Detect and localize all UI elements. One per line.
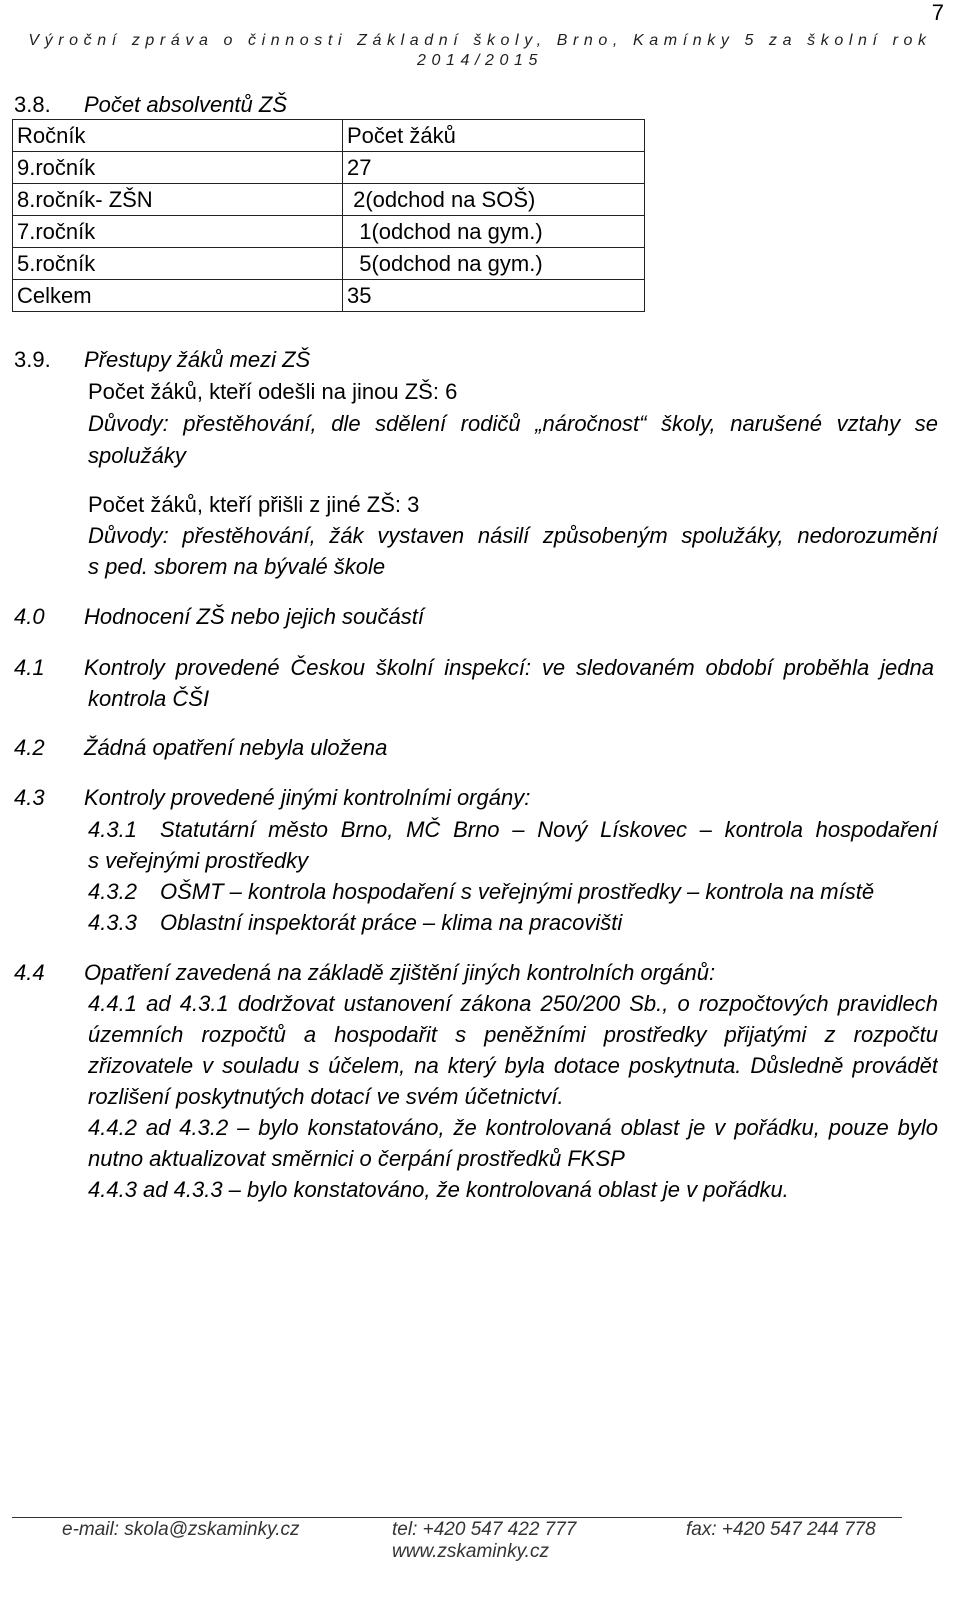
section-3-9-heading — [14, 344, 310, 375]
count-cell: 2(odchod na SOŠ) — [343, 184, 645, 216]
section-number: 4.0 — [14, 604, 45, 629]
students-left-reasons: Důvody: přestěhování, dle sdělení rodičů „náročnost“ školy, narušené vztahy se — [88, 411, 938, 436]
students-left-reasons-cont: spolužáky — [88, 443, 186, 468]
subsection-text: Statutární město Brno, MČ Brno – Nový Lískovec – kontrola hospodaření — [160, 817, 938, 842]
grade-cell: 9.ročník — [13, 152, 343, 184]
section-4-3-heading — [14, 782, 530, 813]
section-4-1-heading — [14, 652, 938, 683]
column-header-count: Počet žáků — [343, 120, 645, 152]
footer-divider — [12, 1517, 902, 1518]
footer-website: www.zskaminky.cz — [392, 1541, 549, 1562]
section-number: 4.4 — [14, 960, 45, 985]
section-3-8-heading — [14, 89, 287, 120]
subsection-4-3-3 — [88, 907, 622, 938]
measure-4-4-3: 4.4.3 ad 4.3.3 – bylo konstatováno, že kontrolovaná oblast je v pořádku. — [88, 1177, 789, 1202]
subsection-number: 4.3.3 — [88, 910, 137, 935]
page-number: 7 — [931, 0, 944, 25]
count-cell: 1(odchod na gym.) — [343, 216, 645, 248]
footer-email: e-mail: skola@zskaminky.cz — [62, 1519, 300, 1540]
grade-cell: Celkem — [13, 280, 343, 312]
section-title: Kontroly provedené jinými kontrolními orgány: — [84, 785, 531, 810]
report-header-year: 2014/2015 — [416, 52, 544, 69]
table-row — [13, 152, 645, 184]
section-4-1-cont: kontrola ČŠI — [88, 686, 210, 711]
table-header-row — [13, 120, 645, 152]
section-number: 3.8. — [14, 92, 51, 117]
grade-cell: 8.ročník- ZŠN — [13, 184, 343, 216]
section-number: 4.1 — [14, 655, 45, 680]
section-number: 3.9. — [14, 347, 51, 372]
count-cell: 27 — [343, 152, 645, 184]
table-row — [13, 216, 645, 248]
students-came-count: Počet žáků, kteří přišli z jiné ZŠ: 3 — [88, 492, 420, 517]
footer-phone: tel: +420 547 422 777 — [392, 1519, 577, 1540]
table-row — [13, 280, 645, 312]
section-title: Kontroly provedené Českou školní inspekcí: ve sledovaném období proběhla jedna — [84, 655, 934, 680]
section-4-4-heading — [14, 957, 715, 988]
section-title: Hodnocení ZŠ nebo jejich součástí — [84, 604, 424, 629]
measure-4-4-2: 4.4.2 ad 4.3.2 – bylo konstatováno, že kontrolovaná oblast je v pořádku, pouze bylo — [88, 1115, 938, 1140]
section-title: Počet absolventů ZŠ — [84, 92, 288, 117]
subsection-number: 4.3.1 — [88, 817, 137, 842]
measure-4-4-1: 4.4.1 ad 4.3.1 dodržovat ustanovení zákona 250/200 Sb., o rozpočtových pravidlech — [88, 991, 938, 1016]
subsection-4-3-1-cont: s veřejnými prostředky — [88, 848, 309, 873]
section-number: 4.3 — [14, 785, 45, 810]
measure-4-4-1-cont: zřizovatele v souladu s účelem, na který byla dotace poskytnuta. Důsledně provádět — [88, 1053, 938, 1078]
subsection-4-3-2 — [88, 876, 874, 907]
table-row — [13, 248, 645, 280]
subsection-text: OŠMT – kontrola hospodaření s veřejnými prostředky – kontrola na místě — [160, 879, 875, 904]
report-header-title: Výroční zpráva o činnosti Základní školy, Brno, Kamínky 5 za školní rok — [28, 32, 932, 49]
grade-cell: 7.ročník — [13, 216, 343, 248]
measure-4-4-1-cont: rozlišení poskytnutých dotací ve svém účetnictví. — [88, 1084, 564, 1109]
graduates-table — [12, 119, 645, 312]
count-cell: 35 — [343, 280, 645, 312]
table-row — [13, 184, 645, 216]
students-left-count: Počet žáků, kteří odešli na jinou ZŠ: 6 — [88, 379, 458, 404]
students-came-reasons: Důvody: přestěhování, žák vystaven násilí způsobeným spolužáky, nedorozumění — [88, 523, 938, 548]
students-came-reasons-cont: s ped. sborem na bývalé škole — [88, 554, 386, 579]
section-number: 4.2 — [14, 735, 45, 760]
subsection-text: Oblastní inspektorát práce – klima na pracovišti — [160, 910, 623, 935]
subsection-number: 4.3.2 — [88, 879, 137, 904]
measure-4-4-1-cont: územních rozpočtů a hospodařit s peněžními prostředky přijatými z rozpočtu — [88, 1022, 938, 1047]
measure-4-4-2-cont: nutno aktualizovat směrnici o čerpání prostředků FKSP — [88, 1146, 625, 1171]
subsection-4-3-1 — [88, 814, 938, 845]
column-header-grade: Ročník — [13, 120, 343, 152]
footer-fax: fax: +420 547 244 778 — [686, 1519, 876, 1540]
section-4-0-heading — [14, 601, 424, 632]
section-4-2-heading — [14, 732, 387, 763]
section-title: Přestupy žáků mezi ZŠ — [84, 347, 311, 372]
section-title: Opatření zavedená na základě zjištění jiných kontrolních orgánů: — [84, 960, 716, 985]
grade-cell: 5.ročník — [13, 248, 343, 280]
section-title: Žádná opatření nebyla uložena — [84, 735, 388, 760]
count-cell: 5(odchod na gym.) — [343, 248, 645, 280]
